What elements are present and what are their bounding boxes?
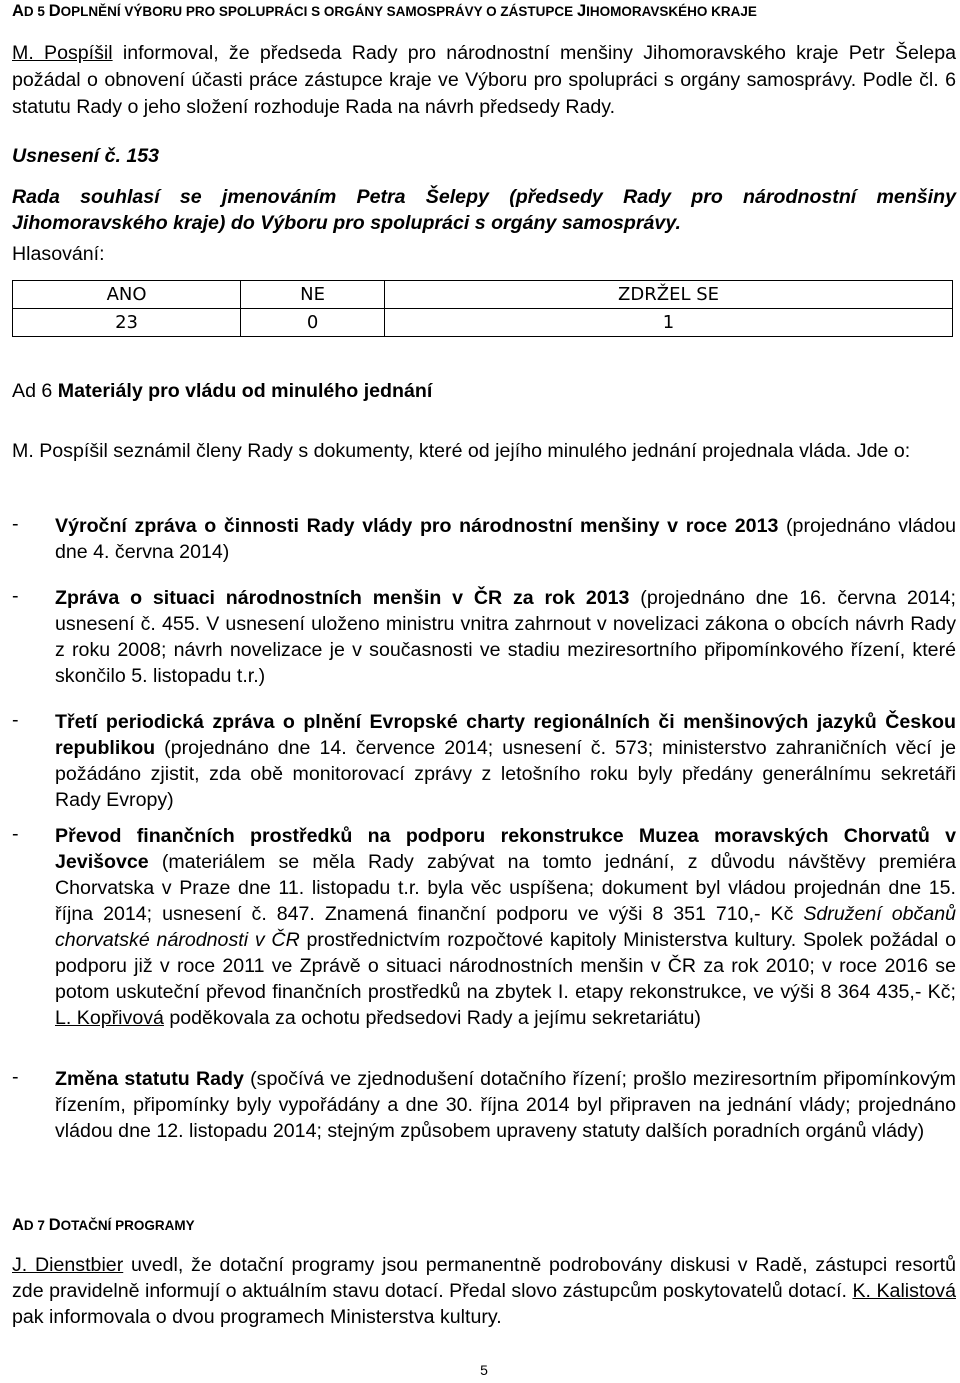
paragraph-ad5: M. Pospíšil informoval, že předseda Rady pro národnostní menšiny Jihomoravského kraje Petr Šelepa požádal o obnovení účasti práce zástupce kraje ve Výboru pro spolupráci s orgány samosprávy. Podle čl. 6 statutu Rady o jeho složení rozhoduje Rada na návrh předsedy Rady. xyxy=(12,42,956,118)
vote-header-row xyxy=(13,281,953,309)
paragraph-ad7: J. Dienstbier uvedl, že dotační programy jsou permanentně podrobovány diskusi v Radě, zástupci resortů zde pravidelně informují o aktuálním stavu dotací. Předal slovo zástupcům poskytovatelů dotací. K. Kalistová pak informovala o dvou programech Ministerstva kultury. xyxy=(12,1254,957,1328)
section-heading-ad6: Ad 6 Materiály pro vládu od minulého jednání xyxy=(12,380,433,402)
section-heading-ad5: AD 5 DOPLNĚNÍ VÝBORU PRO SPOLUPRÁCI S ORGÁNY SAMOSPRÁVY O ZÁSTUPCE JIHOMORAVSKÉHO KRAJE xyxy=(12,2,757,20)
vote-label: Hlasování: xyxy=(12,243,105,265)
speaker-name: K. Kalistová xyxy=(852,1280,956,1302)
vote-value-no: 0 xyxy=(241,309,385,337)
vote-value-yes: 23 xyxy=(13,309,241,337)
speaker-name: L. Kopřivová xyxy=(55,1007,164,1029)
list-item: - Změna statutu Rady (spočívá ve zjednodušení dotačního řízení; prošlo meziresortním připomínkovým řízením, připomínky byly vypořádány a dne 30. října 2014 byl připraven na jednání vlády; projednáno vládou dne 12. listopadu 2014; stejným způsobem upraveny statuty dalších poradních orgánů vlády) xyxy=(12,1066,957,1142)
paragraph-ad6-intro: M. Pospíšil seznámil členy Rady s dokumenty, které od jejího minulého jednání projednala vláda. Jde o: xyxy=(12,440,911,462)
vote-value-abstain: 1 xyxy=(385,309,953,337)
vote-value-row xyxy=(13,309,953,337)
vote-header-no: NE xyxy=(241,281,385,309)
list-item: - Převod finančních prostředků na podporu rekonstrukce Muzea moravských Chorvatů v Jevišovce (materiálem se měla Rady zabývat na tomto jednání, z důvodu návštěvy premiéra Chorvatska v Praze dne 11. listopadu t.r. byla věc uspíšena; dokument byl vládou projednán dne 15. října 2014; usnesení č. 847. Znamená finanční podporu ve výši 8 351 710,- Kč Sdružení občanů chorvatské národnosti v ČR prostřednictvím rozpočtové kapitoly Ministerstva kultury. Spolek požádal o podporu již v roce 2011 ve Zprávě o situaci národnostních menšin v ČR za rok 2010; v roce 2016 se potom uskuteční převod finančních prostředků na zbytek I. etapy rekonstrukce, ve výši 8 364 435,- Kč; L. Kopřivová poděkovala za ochotu předsedovi Rady a jejímu sekretariátu) xyxy=(12,823,956,1029)
speaker-name: M. Pospíšil xyxy=(12,42,113,64)
list-item: - Zpráva o situaci národnostních menšin v ČR za rok 2013 (projednáno dne 16. června 2014; usnesení č. 455. V usnesení uloženo ministru vnitra zahrnout v novelizaci zákona o obcích návrh Rady z roku 2008; návrh novelizace je v současnosti ve stadiu meziresortního připomínkového řízení, které skončilo 5. listopadu t.r.) xyxy=(12,585,957,687)
vote-header-yes: ANO xyxy=(13,281,241,309)
speaker-name: J. Dienstbier xyxy=(12,1254,124,1276)
list-item: - Třetí periodická zpráva o plnění Evropské charty regionálních či menšinových jazyků Českou republikou (projednáno dne 14. července 2014; usnesení č. 573; ministerstvo zahraničních věcí je požádáno zjistit, zda obě monitorovací zprávy z letošního roku byly předány generálnímu sekretáři Rady Evropy) xyxy=(12,709,956,811)
resolution-text: Rada souhlasí se jmenováním Petra Šelepy (předsedy Rady pro národnostní menšiny Jihomoravského kraje) do Výboru pro spolupráci s orgány samosprávy. xyxy=(12,186,956,234)
vote-header-abstain: ZDRŽEL SE xyxy=(385,281,953,309)
section-heading-ad7: AD 7 DOTAČNÍ PROGRAMY xyxy=(12,1216,195,1234)
vote-table xyxy=(12,280,953,337)
page-number: 5 xyxy=(480,1362,488,1378)
list-item: - Výroční zpráva o činnosti Rady vlády pro národnostní menšiny v roce 2013 (projednáno vládou dne 4. června 2014) xyxy=(12,513,956,563)
resolution-heading: Usnesení č. 153 xyxy=(12,145,160,167)
